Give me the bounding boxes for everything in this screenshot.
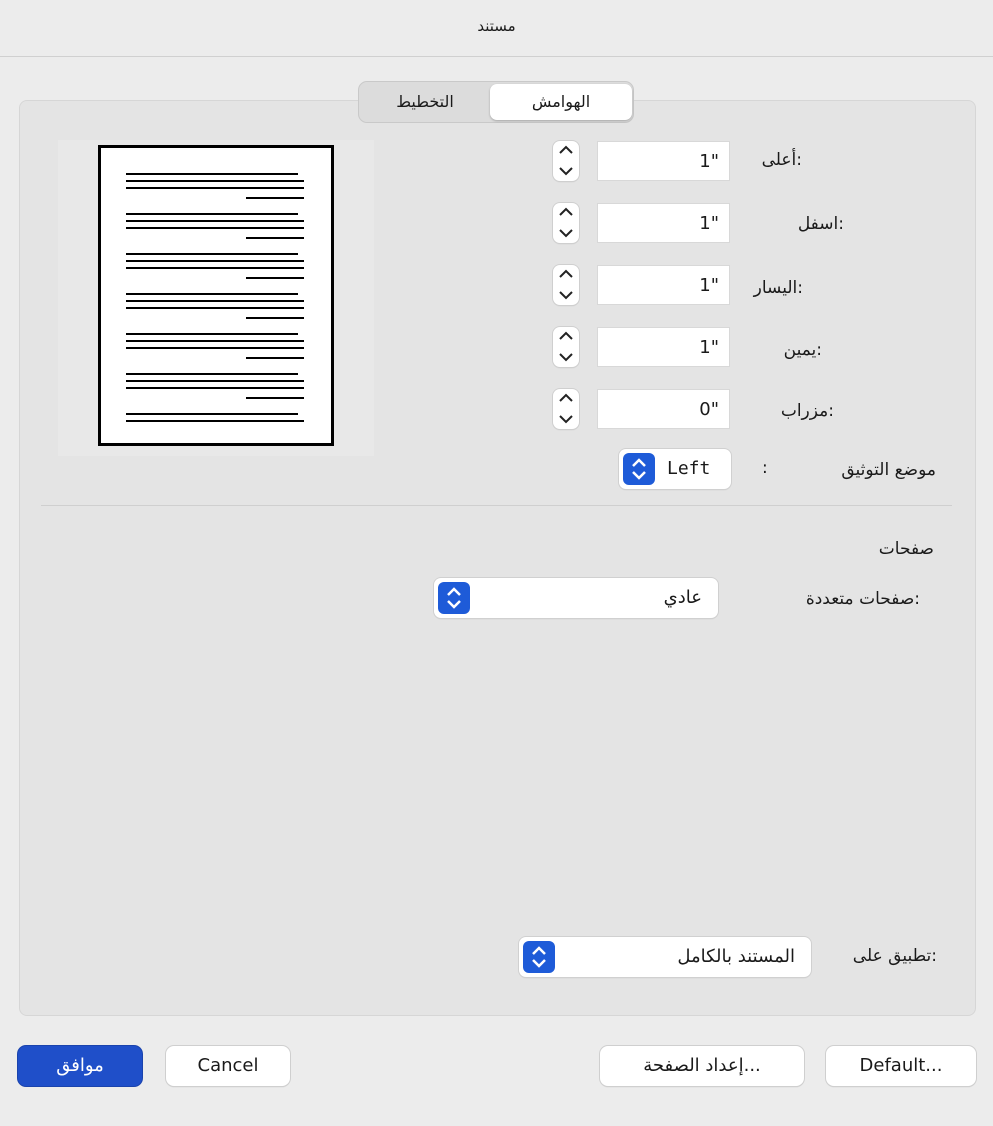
tab-margins-label: الهوامش — [531, 92, 591, 111]
preview-text-line — [126, 420, 304, 422]
preview-text-line — [246, 197, 304, 199]
page-preview — [58, 140, 374, 456]
popup-arrow-icon — [623, 453, 655, 485]
preview-text-line — [246, 237, 304, 239]
preview-text-line — [246, 397, 304, 399]
preview-text-line — [126, 267, 304, 269]
preview-text-line — [126, 413, 298, 415]
chevron-up-icon[interactable] — [558, 207, 574, 217]
left-margin-label: اليسار: — [753, 278, 803, 298]
preview-text-line — [126, 293, 298, 295]
bottom-margin-field[interactable]: 1" — [597, 203, 730, 243]
multiple-pages-value: عادي — [663, 587, 702, 608]
preview-text-line — [126, 380, 304, 382]
preview-text-line — [126, 220, 304, 222]
chevron-up-icon[interactable] — [558, 269, 574, 279]
popup-arrow-icon — [523, 941, 555, 973]
gutter-label: مزراب: — [780, 401, 834, 421]
preview-text-line — [126, 300, 304, 302]
gutter-stepper[interactable] — [553, 389, 579, 429]
cancel-button[interactable]: Cancel — [166, 1046, 290, 1086]
preview-text-line — [126, 180, 304, 182]
preview-text-line — [126, 213, 298, 215]
gutter-position-colon: : — [762, 458, 768, 478]
apply-to-label: تطبيق على: — [852, 946, 937, 966]
left-margin-stepper[interactable] — [553, 265, 579, 305]
apply-to-value: المستند بالكامل — [677, 946, 795, 967]
gutter-position-label: موضع التوثيق — [841, 460, 936, 480]
pages-heading: صفحات — [878, 539, 934, 559]
multiple-pages-label: صفحات متعددة: — [805, 589, 920, 609]
preview-text-line — [246, 317, 304, 319]
ok-button[interactable]: موافق — [18, 1046, 142, 1086]
gutter-field[interactable]: 0" — [597, 389, 730, 429]
preview-text-line — [126, 373, 298, 375]
default-button[interactable]: Default... — [826, 1046, 976, 1086]
chevron-down-icon[interactable] — [558, 352, 574, 362]
chevron-down-icon[interactable] — [558, 228, 574, 238]
preview-text-line — [126, 227, 304, 229]
tab-layout[interactable] — [361, 84, 489, 120]
bottom-margin-stepper[interactable] — [553, 203, 579, 243]
preview-text-line — [246, 277, 304, 279]
tab-layout-label: التخطيط — [396, 92, 454, 111]
bottom-margin-label: اسفل: — [797, 214, 844, 234]
chevron-down-icon[interactable] — [558, 166, 574, 176]
right-margin-label: يمين: — [783, 340, 822, 360]
chevron-up-icon[interactable] — [558, 393, 574, 403]
right-margin-field[interactable]: 1" — [597, 327, 730, 367]
page-preview-sheet — [98, 145, 334, 446]
window-title: مستند — [477, 17, 516, 35]
preview-text-line — [126, 340, 304, 342]
right-margin-stepper[interactable] — [553, 327, 579, 367]
chevron-down-icon[interactable] — [558, 414, 574, 424]
preview-text-line — [126, 387, 304, 389]
top-margin-stepper[interactable] — [553, 141, 579, 181]
popup-arrow-icon — [438, 582, 470, 614]
left-margin-field[interactable]: 1" — [597, 265, 730, 305]
gutter-position-value: Left — [667, 458, 711, 479]
preview-text-line — [126, 333, 298, 335]
preview-text-line — [126, 253, 298, 255]
top-margin-field[interactable]: 1" — [597, 141, 730, 181]
page-setup-button[interactable]: إعداد الصفحة... — [600, 1046, 804, 1086]
preview-text-line — [126, 307, 304, 309]
preview-text-line — [126, 347, 304, 349]
multiple-pages-popup[interactable] — [434, 578, 718, 618]
chevron-down-icon[interactable] — [558, 290, 574, 300]
chevron-up-icon[interactable] — [558, 145, 574, 155]
preview-text-line — [126, 187, 304, 189]
preview-text-line — [126, 173, 298, 175]
tab-bar — [358, 81, 634, 123]
tab-margins[interactable] — [490, 84, 632, 120]
gutter-position-popup[interactable] — [619, 449, 731, 489]
preview-text-line — [126, 260, 304, 262]
title-bar — [0, 0, 993, 57]
chevron-up-icon[interactable] — [558, 331, 574, 341]
top-margin-label: أعلى: — [761, 150, 802, 170]
preview-text-line — [246, 357, 304, 359]
section-divider — [41, 505, 952, 506]
apply-to-popup[interactable] — [519, 937, 811, 977]
